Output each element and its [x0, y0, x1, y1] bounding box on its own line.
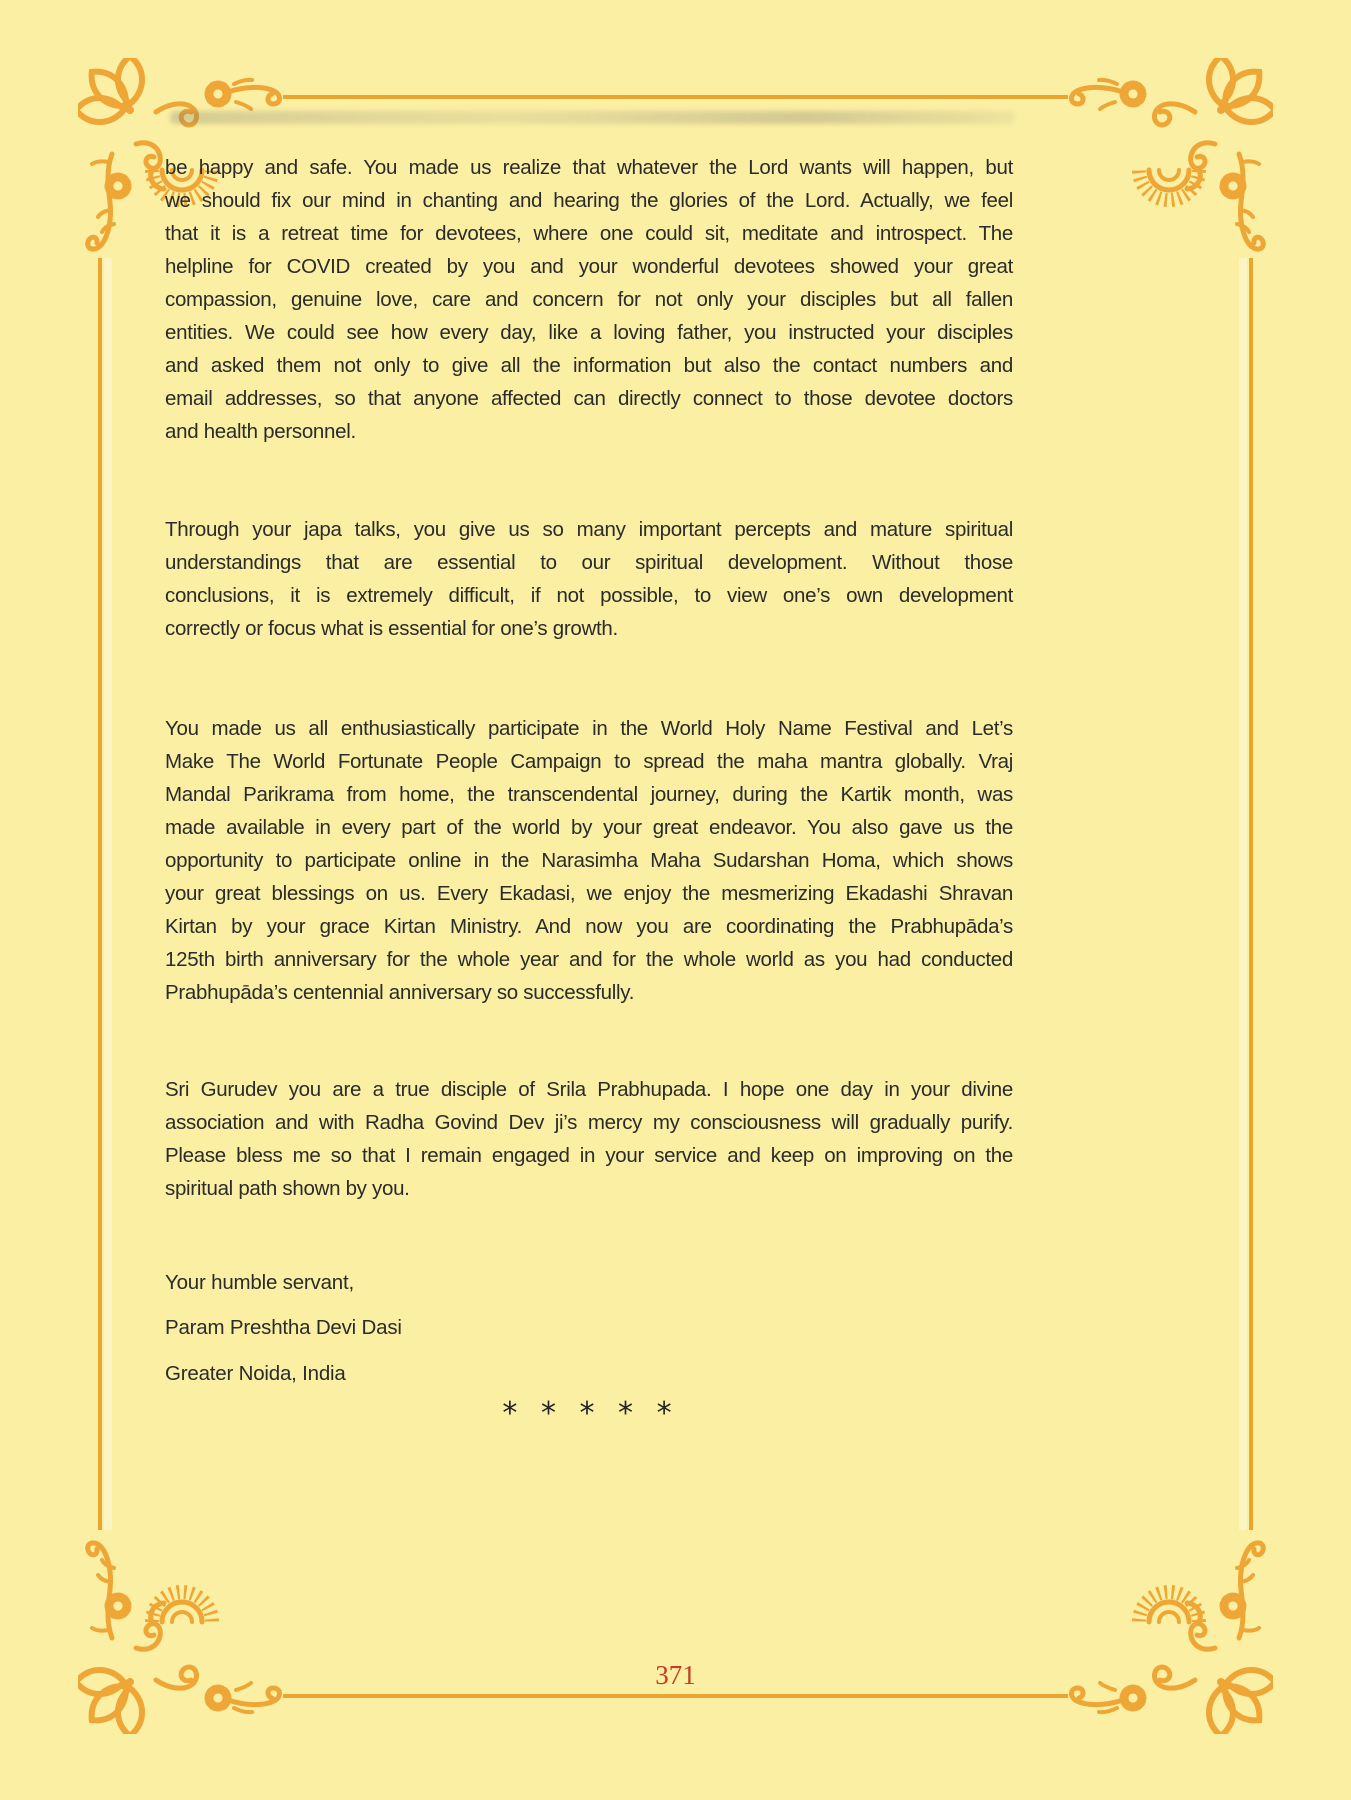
- border-line-right: [1249, 258, 1253, 1530]
- text-line: Make The World Fortunate People Campaign to spread the maha mantra globally. Vraj: [165, 750, 1013, 773]
- text-line: spiritual path shown by you.: [165, 1177, 410, 1200]
- floral-corner-ornament-icon: [1068, 1534, 1273, 1734]
- asterisk-separator: * * * * *: [502, 1396, 676, 1431]
- text-line: Mandal Parikrama from home, the transcendental journey, during the Kartik month, was: [165, 783, 1013, 806]
- text-line: compassion, genuine love, care and concern for not only your disciples but all fallen: [165, 288, 1013, 311]
- text-line: You made us all enthusiastically participate in the World Holy Name Festival and Let’s: [165, 717, 1013, 740]
- text-line: your great blessings on us. Every Ekadasi, we enjoy the mesmerizing Ekadashi Shravan: [165, 882, 1013, 905]
- text-line: 125th birth anniversary for the whole year and for the whole world as you had conducted: [165, 948, 1013, 971]
- letter-paragraph-3: [165, 712, 1013, 1009]
- signoff-line-name: Param Preshtha Devi Dasi: [165, 1316, 402, 1339]
- text-line: understandings that are essential to our spiritual development. Without those: [165, 551, 1013, 574]
- text-line: email addresses, so that anyone affected can directly connect to those devotee doctors: [165, 387, 1013, 410]
- text-line: entities. We could see how every day, like a loving father, you instructed your disciples: [165, 321, 1013, 344]
- text-line: Sri Gurudev you are a true disciple of Srila Prabhupada. I hope one day in your divine: [165, 1078, 1013, 1101]
- signoff-line-location: Greater Noida, India: [165, 1362, 346, 1385]
- letter-paragraph-2: [165, 513, 1013, 645]
- text-line: association and with Radha Govind Dev ji’s mercy my consciousness will gradually purify.: [165, 1111, 1013, 1134]
- text-line: be happy and safe. You made us realize that whatever the Lord wants will happen, but: [165, 156, 1013, 179]
- text-line: helpline for COVID created by you and your wonderful devotees showed your great: [165, 255, 1013, 278]
- border-inner-highlight: [104, 258, 112, 1530]
- text-line: Through your japa talks, you give us so many important percepts and mature spiritual: [165, 518, 1013, 541]
- text-line: opportunity to participate online in the Narasimha Maha Sudarshan Homa, which shows: [165, 849, 1013, 872]
- letter-paragraph-1: [165, 151, 1013, 448]
- text-line: and health personnel.: [165, 420, 356, 443]
- border-line-top: [283, 95, 1068, 99]
- text-line: we should fix our mind in chanting and hearing the glories of the Lord. Actually, we feel: [165, 189, 1013, 212]
- text-line: Kirtan by your grace Kirtan Ministry. And now you are coordinating the Prabhupāda’s: [165, 915, 1013, 938]
- text-line: correctly or focus what is essential for one’s growth.: [165, 617, 618, 640]
- border-line-left: [98, 258, 102, 1530]
- border-line-bottom: [283, 1694, 1068, 1698]
- floral-corner-ornament-icon: [78, 1534, 283, 1734]
- floral-corner-ornament-icon: [1068, 58, 1273, 258]
- text-line: Please bless me so that I remain engaged in your service and keep on improving on the: [165, 1144, 1013, 1167]
- scan-smudge-artifact: [170, 111, 1015, 124]
- signoff-line-salutation: Your humble servant,: [165, 1271, 354, 1294]
- letter-paragraph-4: [165, 1073, 1013, 1205]
- text-line: Prabhupāda’s centennial anniversary so successfully.: [165, 981, 635, 1004]
- text-line: made available in every part of the world by your great endeavor. You also gave us the: [165, 816, 1013, 839]
- text-line: and asked them not only to give all the information but also the contact numbers and: [165, 354, 1013, 377]
- border-inner-highlight: [1239, 258, 1247, 1530]
- text-line: conclusions, it is extremely difficult, if not possible, to view one’s own development: [165, 584, 1013, 607]
- page-number: 371: [655, 1660, 696, 1690]
- text-line: that it is a retreat time for devotees, where one could sit, meditate and introspect. The: [165, 222, 1013, 245]
